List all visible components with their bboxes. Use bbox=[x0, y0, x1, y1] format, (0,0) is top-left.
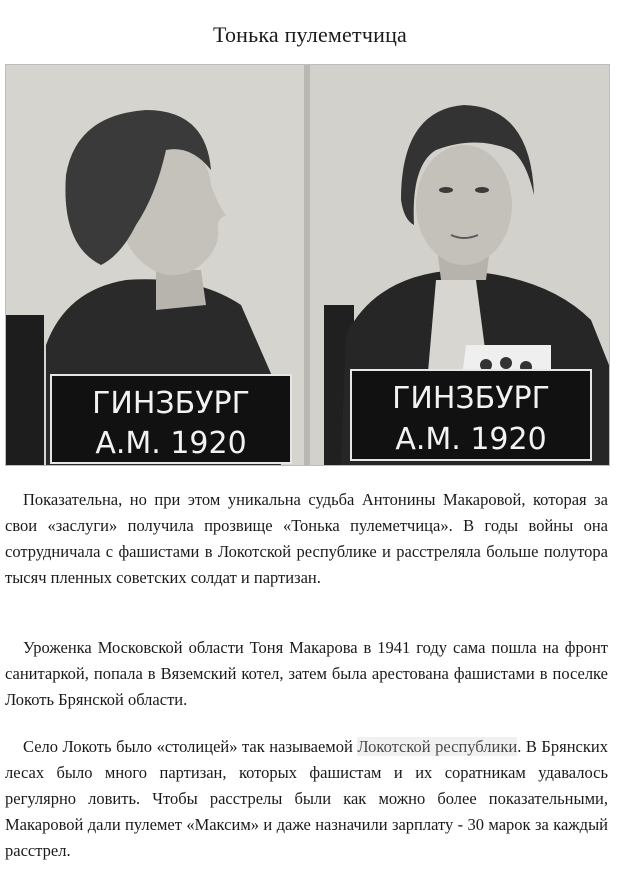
left-sign-name: ГИНЗБУРГ bbox=[92, 386, 250, 421]
photo-divider bbox=[304, 65, 310, 465]
paragraph-1-text: Показательна, но при этом уникальна судьба Антонины Макаровой, которая за свои «заслуги» получила прозвище «Тонька пулеметчица». В годы войны она сотрудничала с фашистами в Локотской республике и расстреляла больше полутора тысяч пленных советских солдат и партизан. bbox=[5, 490, 608, 587]
paragraph-1 bbox=[5, 487, 608, 591]
paragraph-2-text: Уроженка Московской области Тоня Макарова в 1941 году сама пошла на фронт санитаркой, попала в Вяземский котел, затем была арестована фашистами в поселке Локоть Брянской области. bbox=[5, 638, 608, 709]
paragraph-3-text bbox=[5, 734, 608, 864]
profile-portrait bbox=[6, 65, 304, 465]
mugshot-photo bbox=[5, 64, 610, 466]
paragraph-3-start: Село Локоть было «столицей» так называемой bbox=[23, 737, 358, 756]
paragraph-3-end: . В Брянских лесах было много партизан, которых фашистам и их соратникам удавалось регулярно ловить. Чтобы расстрелы были как можно более показательными, Макаровой дали пулемет «Максим» и даже назначили зарплату - 30 марок за каждый расстрел. bbox=[5, 737, 608, 860]
paragraph-3 bbox=[5, 734, 608, 864]
paragraph-2 bbox=[5, 635, 608, 713]
lokot-republic-link[interactable]: Локотской республики bbox=[357, 737, 518, 756]
left-sign-code: А.М. 1920 bbox=[95, 426, 247, 461]
frontal-portrait bbox=[310, 65, 609, 465]
mugshot-illustration bbox=[6, 65, 609, 465]
right-sign-code: А.М. 1920 bbox=[395, 422, 547, 457]
right-sign-name: ГИНЗБУРГ bbox=[392, 381, 550, 416]
page-title: Тонька пулеметчица bbox=[212, 22, 408, 47]
